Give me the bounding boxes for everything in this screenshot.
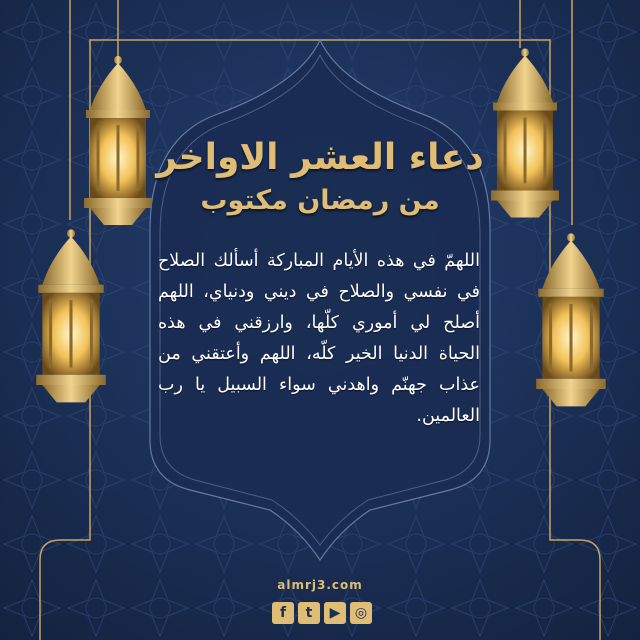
- facebook-icon[interactable]: f: [272, 602, 294, 624]
- social-icons: [262, 602, 382, 626]
- instagram-icon[interactable]: ◎: [350, 602, 372, 624]
- prayer-text: اللهمّ في هذه الأيام المباركة أسألك الصلاح في نفسي والصلاح في ديني ودنياي، اللهم أصلح لي أموري كلّها، وارزقني في هذه الحياة الدنيا الخير كلّه، اللهم وأعتقني من عذاب جهنّم واهدني سواء السبيل يا رب العالمين.: [158, 251, 480, 426]
- youtube-icon[interactable]: ▶: [324, 602, 346, 624]
- twitter-icon[interactable]: t: [298, 602, 320, 624]
- page-title: دعاء العشر الاواخر: [156, 137, 484, 178]
- page-subtitle: من رمضان مكتوب: [200, 185, 440, 216]
- lantern-bottom-right-icon: [528, 222, 614, 427]
- lantern-bottom-left-icon: [28, 218, 114, 423]
- site-url-link[interactable]: almrj3.com: [277, 578, 363, 592]
